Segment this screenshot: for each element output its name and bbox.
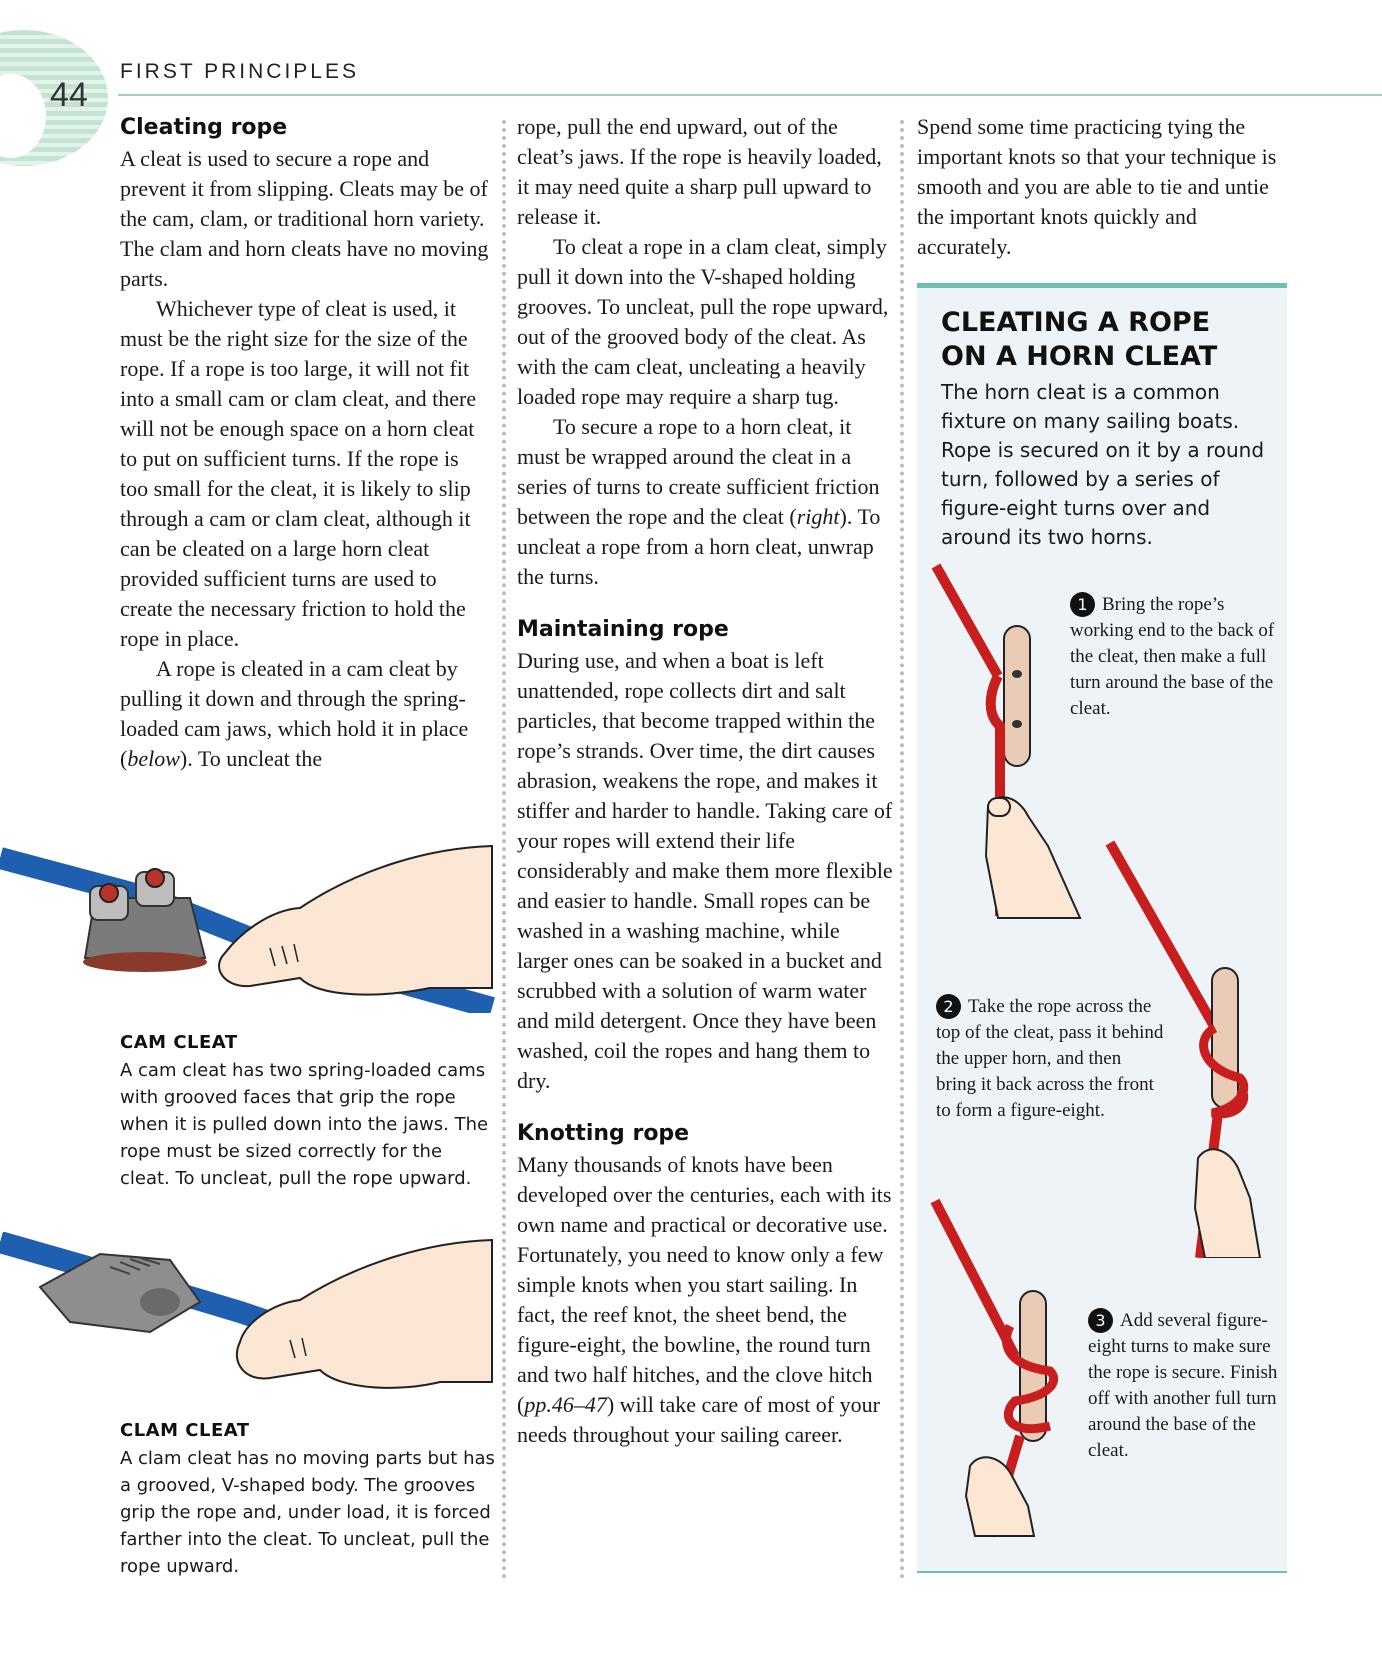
sidebar-top-rule (917, 283, 1287, 288)
horn-cleat-step-2: 2 Take the rope across the top of the cleat, pass it behind the upper horn, and then bring it back across the front to form a figure-eight. (936, 996, 1164, 1121)
cam-cleat-title: CAM CLEAT (120, 1032, 238, 1053)
column-3 (917, 112, 1293, 262)
clam-cleat-illustration (0, 1232, 500, 1402)
page-number: 44 (50, 76, 88, 114)
section-heading: Cleating rope (120, 115, 288, 140)
paragraph: To cleat a rope in a clam cleat, simply pull it down into the V-shaped holding grooves. To uncleat, pull the rope upward, out of the grooved body of the cleat. As with the cam cleat, uncleating a heavily loaded rope may require a sharp tug. (517, 234, 889, 409)
cam-cleat-caption: A cam cleat has two spring-loaded cams with grooved faces that grip the rope when it is pulled down into the jaws. The rope must be sized correctly for the cleat. To uncleat, pull the rope upward. (120, 1060, 489, 1189)
section-heading: Knotting rope (517, 1121, 690, 1146)
column-2 (517, 112, 893, 1450)
paragraph: Many thousands of knots have been developed over the centuries, each with its own name and practical or decorative use. Fortunately, you need to know only a few simple knots when you start sailing. In fact, the reef knot, the sheet bend, the figure-eight, the bowline, the round turn and two half hitches, and the clove hitch (pp.46–47) will take care of most of your needs throughout your sailing career. (517, 1152, 892, 1447)
paragraph: A cleat is used to secure a rope and prevent it from slipping. Cleats may be of the cam, clam, or traditional horn variety. The clam and horn cleats have no moving parts. (120, 146, 489, 291)
horn-cleat-step-3: 3 Add several figure-eight turns to make sure the rope is secure. Finish off with another full turn around the base of the cleat. (1088, 1310, 1278, 1461)
clam-cleat-caption: A clam cleat has no moving parts but has a grooved, V-shaped body. The grooves grip the rope and, under load, it is forced farther into the cleat. To uncleat, pull the rope upward. (120, 1448, 495, 1577)
paragraph: rope, pull the end upward, out of the cleat’s jaws. If the rope is heavily loaded, it may need quite a sharp pull upward to release it. (517, 114, 882, 229)
column-divider (900, 120, 904, 1580)
horn-cleat-step-3-illustration (930, 1196, 1090, 1541)
paragraph: Spend some time practicing tying the important knots so that your technique is smooth and you are able to tie and untie the important knots quickly and accurately. (917, 114, 1277, 259)
running-head: FIRST PRINCIPLES (120, 60, 359, 83)
step-number-badge: 1 (1070, 592, 1095, 617)
paragraph: A rope is cleated in a cam cleat by pulling it down and through the spring-loaded cam jaws, which hold it in place (below). To uncleat the (120, 656, 469, 771)
sidebar-bottom-rule (917, 1571, 1287, 1573)
paragraph: To secure a rope to a horn cleat, it must be wrapped around the cleat in a series of turns to create sufficient friction between the rope and the cleat (right). To uncleat a rope from a horn cleat, unwrap the turns. (517, 414, 881, 589)
sidebar-intro: The horn cleat is a common fixture on many sailing boats. Rope is secured on it by a round turn, followed by a series of figure-eight turns over and around its two horns. (941, 380, 1265, 549)
section-heading: Maintaining rope (517, 617, 729, 642)
clam-cleat-title: CLAM CLEAT (120, 1420, 250, 1441)
paragraph: During use, and when a boat is left unattended, rope collects dirt and salt particles, that become trapped within the rope’s strands. Over time, the dirt causes abrasion, weakens the rope, and makes it stiffer and harder to handle. Taking care of your ropes will extend their life considerably and make them more flexible and easier to handle. Small ropes can be washed in a washing machine, while larger ones can be soaked in a bucket and scrubbed with a solution of warm water and mild detergent. Once they have been washed, coil the ropes and hang them to dry. (517, 648, 893, 1093)
paragraph: Whichever type of cleat is used, it must be the right size for the size of the rope. If a rope is too large, it will not fit into a small cam or clam cleat, and there will not be enough space on a horn cleat to put on sufficient turns. If the rope is too small for the cleat, it is likely to slip through a cam or clam cleat, although it can be cleated on a large horn cleat provided sufficient turns are used to create the necessary friction to hold the rope in place. (120, 296, 477, 651)
step-number-badge: 3 (1088, 1308, 1113, 1333)
step-number-badge: 2 (936, 994, 961, 1019)
horn-cleat-step-1-illustration (928, 556, 1088, 926)
column-1 (120, 112, 490, 774)
horn-cleat-step-1: 1 Bring the rope’s working end to the back of the cleat, then make a full turn around the base of the cleat. (1070, 594, 1275, 719)
header-rule (118, 94, 1382, 96)
column-divider (502, 120, 506, 1580)
cam-cleat-illustration (0, 838, 500, 1013)
sidebar-title: CLEATING A ROPE ON A HORN CLEAT (941, 307, 1218, 372)
